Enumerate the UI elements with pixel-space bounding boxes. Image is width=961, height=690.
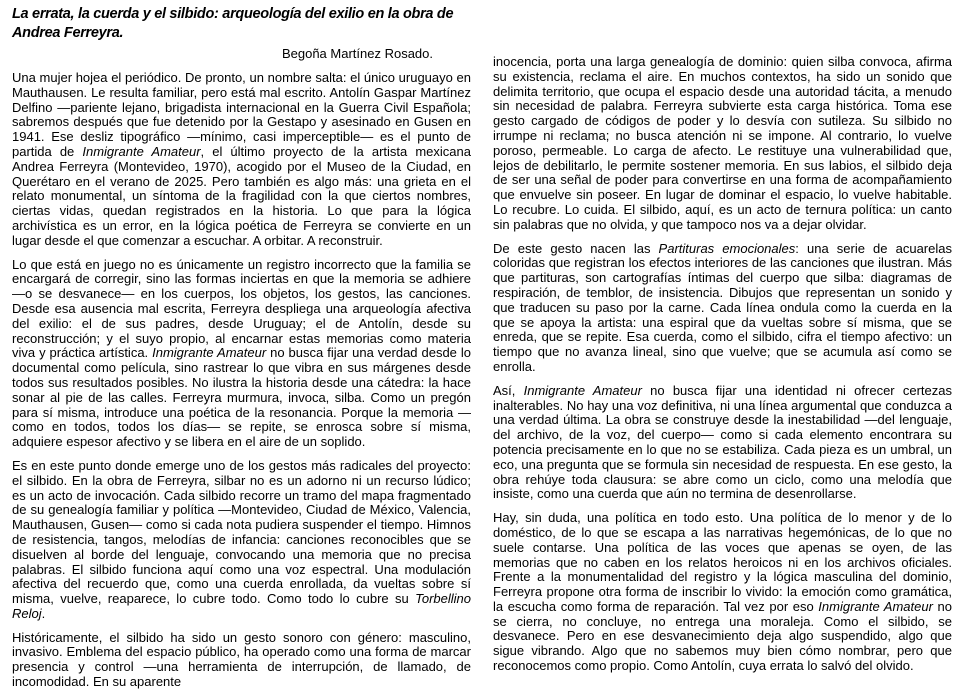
paragraph: Lo que está en juego no es únicamente un registro incorrecto que la familia se encargará de corregir, sino las formas inciertas en que la memoria se adhiere —o se desvanece— en los cuerpos, los objetos, los gestos, las canciones. Desde esa ausencia mal escrita, Ferreyra despliega una arqueología afectiva del exilio: el de sus padres, desde Uruguay; el de Antolín, desde su reconstrucción; y el suyo propio, al encarnar estas memorias como materia viva y práctica artística. Inmigrante Amateur no busca fijar una verdad desde lo documental como película, sino rastrear lo que vibra en sus márgenes desde todos sus resultados posibles. No ilustra la historia desde una cátedra: la hace sonar al pie de las calles. Ferreyra murmura, invoca, silba. Como un pregón para sí misma, introduce una poética de la resonancia. Porque la memoria —como en todos, todos los días— se repite, se enrosca sobre sí misma, adquiere espesor afectivo y se libera en el aire de un soplido. — [12, 256, 471, 450]
document-title: La errata, la cuerda y el silbido: arqueología del exilio en la obra de Andrea Ferreyra. — [12, 6, 454, 41]
right-column — [493, 5, 952, 674]
left-column-body — [12, 71, 471, 690]
paragraph: inocencia, porta una larga genealogía de dominio: quien silba convoca, afirma su existencia, reclama el aire. En muchos contextos, ha sido un sonido que delimita territorio, que ocupa el espacio desde una autoridad tácita, a menudo sin necesidad de palabra. Ferreyra subvierte esta carga histórica. Toma ese gesto cargado de códigos de poder y lo desvía con sutileza. Su silbido no irrumpe ni reclama; no busca atención ni se impone. Al contrario, lo vuelve poroso, permeable. Lo carga de afecto. Le restituye una vulnerabilidad que, lejos de debilitarlo, le permite sostener memoria. En sus labios, el silbido deja de ser una señal de poder para convertirse en una forma de acompañamiento que envuelve sin poseer. En lugar de dominar el espacio, lo vuelve habitable. Lo recubre. Lo cuida. El silbido, aquí, es un acto de ternura política: un canto sin palabras que no olvida, y que tampoco nos va a dejar olvidar. — [493, 54, 952, 232]
paragraph: Así, Inmigrante Amateur no busca fijar una identidad ni ofrecer certezas inalterables. No hay una voz definitiva, ni una línea argumental que conduzca a una verdad última. La obra se construye desde la inestabilidad —del lenguaje, del archivo, de la voz, del cuerpo— como si cada elemento encontrara su potencia precisamente en lo que no se estabiliza. Cada pieza es un umbral, un eco, una pregunta que se formula sin necesidad de respuesta. En ese gesto, la obra rehúye toda clausura: se abre como un ciclo, como una melodía que insiste, como una cuerda que aún no termina de desenrollarse. — [493, 382, 952, 502]
paragraph: De este gesto nacen las Partituras emocionales: una serie de acuarelas coloridas que registran los efectos interiores de las canciones que ilustran. Más que partituras, son cartografías íntimas del cuerpo que silba: diagramas de respiración, de temblor, de insistencia. Dibujos que representan un sonido y que traducen su paso por la carne. Cada línea ondula como la cuerda en la que se apoya la artista: una espiral que da vueltas sobre sí misma, que se enreda, que se repite. Esa cuerda, como el silbido, cifra el tiempo afectivo: un tiempo que no avanza lineal, sino que vuelve; que se acumula así como se enrolla. — [493, 240, 952, 374]
byline-author: Begoña Martínez Rosado. — [281, 46, 433, 61]
left-column — [12, 5, 471, 690]
paragraph: Hay, sin duda, una política en todo esto. Una política de lo menor y de lo doméstico, de lo que se escapa a las narrativas hegemónicas, de lo que no suele contarse. Una política de las voces que apenas se oyen, de las memorias que no caben en los relatos heroicos ni en los archivos oficiales. Frente a la monumentalidad del registro y la lógica masculina del dominio, Ferreyra propone otra forma de inscribir lo vivido: la emoción como gramática, la escucha como forma de reparación. Tal vez por eso Inmigrante Amateur no se cierra, no concluye, no entrega una moraleja. Como el silbido, se desvanece. Pero en ese desvanecimiento deja algo suspendido, algo que sigue vibrando. Algo que no sabemos muy bien cómo nombrar, pero que reconocemos como propio. Como Antolín, cuya errata lo salvó del olvido. — [493, 510, 952, 674]
paragraph: Una mujer hojea el periódico. De pronto, un nombre salta: el único uruguayo en Mauthausen. Le resulta familiar, pero está mal escrito. Antolín Gaspar Martínez Delfino —pariente lejano, brigadista internacional en la Guerra Civil Española; sabremos después que fue detenido por la Gestapo y asesinado en Gusen en 1941. Ese desliz tipográfico —mínimo, casi imperceptible— es el punto de partida de Inmigrante Amateur, el último proyecto de la artista mexicana Andrea Ferreyra (Montevideo, 1970), acogido por el Museo de la Ciudad, en Querétaro en el verano de 2025. Pero también es algo más: una grieta en el relato monumental, un síntoma de la fragilidad con la que ciertos nombres, ciertas vidas, quedan registrados en la historia. Lo que para la lógica archivística es un error, en la lógica poética de Ferreyra se convierte en un lugar desde el que comenzar a escuchar. A orbitar. A reconstruir. — [12, 70, 471, 248]
paragraph: Es en este punto donde emerge uno de los gestos más radicales del proyecto: el silbido. En la obra de Ferreyra, silbar no es un adorno ni un recurso lúdico; es un acto de invocación. Cada silbido recorre un tramo del mapa fragmentado de su genealogía familiar y política —Montevideo, Ciudad de México, Valencia, Mauthausen, Gusen— como si cada nota pudiera suspender el tiempo. Himnos de resistencia, tangos, melodías de infancia: canciones reconocibles que se disuelven al borde del lenguaje, convocando una memoria que no precisa palabras. El silbido funciona aquí como una voz espectral. Una modulación afectiva del recuerdo que, como una cuerda enrollada, da vueltas sobre sí misma, vuelve, reaparece, lo cubre todo. Como todo lo cubre su Torbellino Reloj. — [12, 457, 471, 621]
paragraph: Históricamente, el silbido ha sido un gesto sonoro con género: masculino, invasivo. Emblema del espacio público, ha operado como una forma de marcar presencia y control —una herramienta de interrupción, de llamado, de incomodidad. En su aparente — [12, 629, 471, 690]
right-column-body — [493, 55, 952, 674]
